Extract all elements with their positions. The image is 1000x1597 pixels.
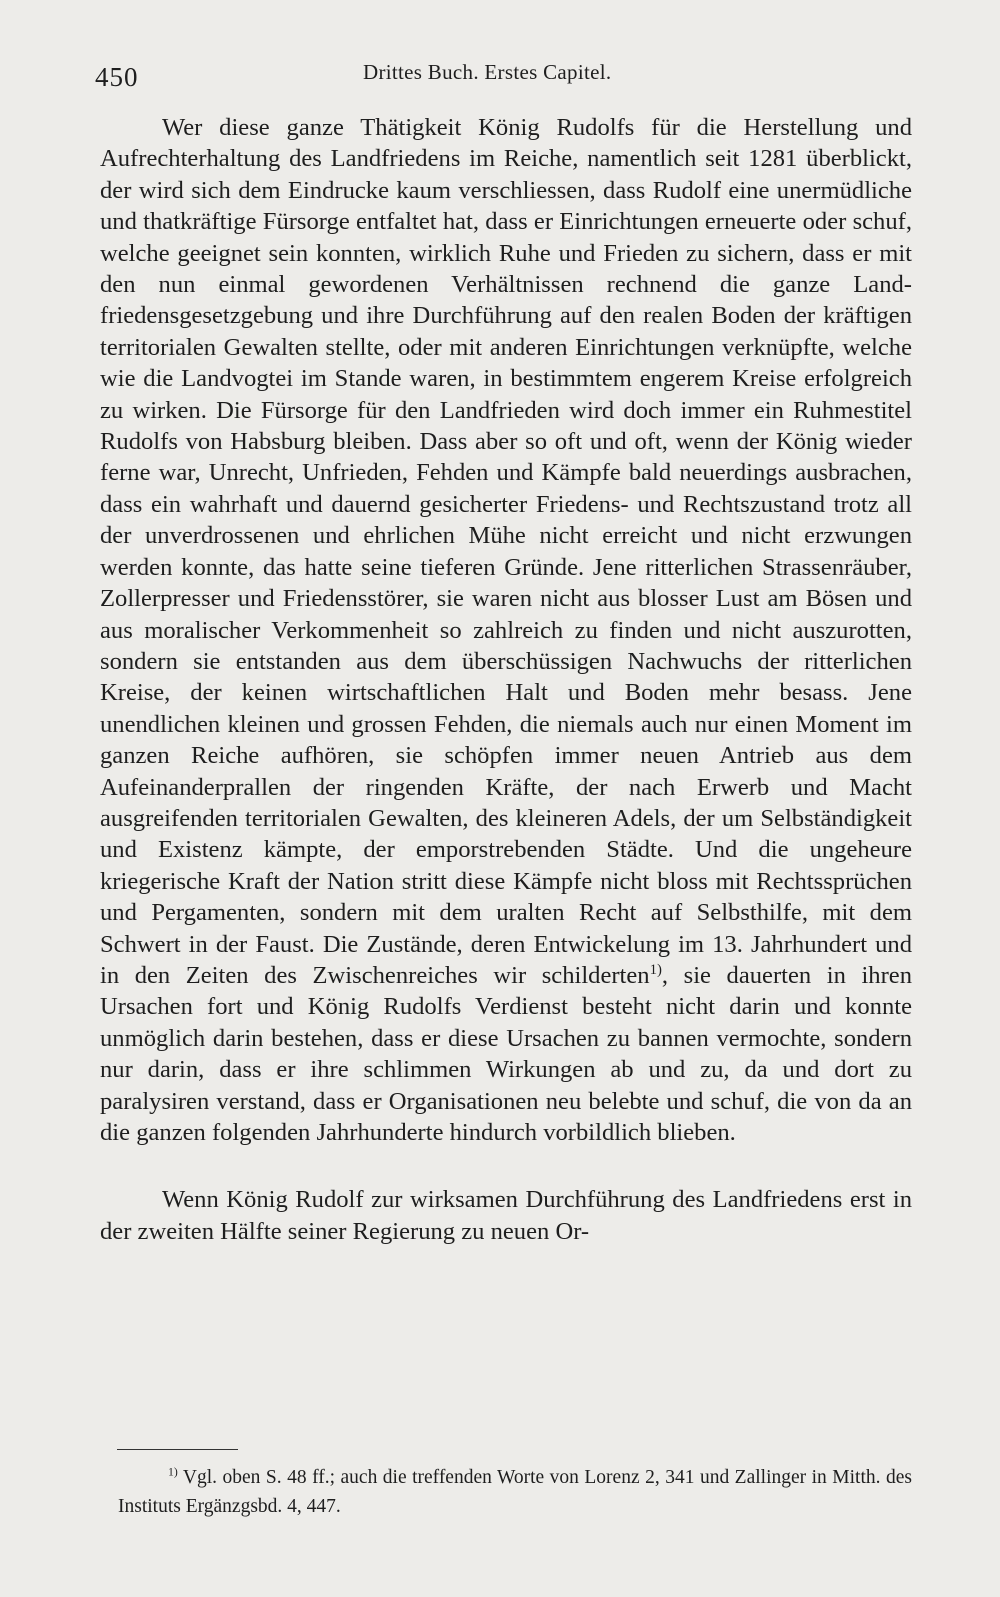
footnote-reference: 1) [649, 961, 662, 978]
page-header [95, 60, 910, 100]
footnote-text: Vgl. oben S. 48 ff.; auch die treffenden Worte von Lorenz 2, 341 und Zallinger in Mitth. des Instituts Ergänzgsbd. 4, 447. [118, 1467, 912, 1517]
paragraph-1 [100, 112, 912, 1148]
paragraph-gap [100, 1148, 912, 1184]
footnote-1 [118, 1463, 912, 1521]
footnote-divider [117, 1449, 238, 1450]
footnote-marker: 1) [168, 1465, 178, 1479]
page-number: 450 [95, 62, 139, 92]
paragraph-1-tail: , sie dauerten in ihren Ursachen fort und König Rudolfs Verdienst besteht nicht darin und konnte unmöglich darin bestehen, dass er diese Ursachen zu bannen vermochte, sondern nur darin, dass er ihre schlimmen Wirkungen ab und zu, da und dort zu paralysiren verstand, dass er Organisationen neu belebte und schuf, die von da an die ganzen folgenden Jahrhunderte hindurch vorbildlich blieben. [100, 961, 912, 1146]
main-text [100, 112, 912, 1247]
footnotes [118, 1463, 912, 1521]
paragraph-2: Wenn König Rudolf zur wirksamen Durchführung des Landfriedens erst in der zweiten Hälfte seiner Regierung zu neuen Or- [100, 1186, 912, 1245]
running-head: Drittes Buch. Erstes Capitel. [363, 60, 612, 84]
paragraph-1-text: Wer diese ganze Thätigkeit König Rudolfs für die Herstellung und Aufrechterhaltung des Landfriedens im Reiche, namentlich seit 1281 überblickt, der wird sich dem Eindrucke kaum verschliessen, dass Rudolf eine unermüdliche und thatkräftige Fürsorge entfaltet hat, dass er Einrichtungen erneuerte oder schuf, welche geeignet sein konnten, wirklich Ruhe und Frieden zu sichern, dass er mit den nun einmal gewordenen Verhältnissen rechnend die ganze Landfriedensgesetzgebung und ihre Durchführung auf den realen Boden der kräftigen territorialen Gewalten stellte, oder mit anderen Einrichtungen verknüpfte, welche wie die Landvogtei im Stande waren, in bestimmtem engerem Kreise erfolgreich zu wirken. Die Fürsorge für den Landfrieden wird doch immer ein Ruhmestitel Rudolfs von Habsburg bleiben. Dass aber so oft und oft, wenn der König wieder ferne war, Unrecht, Unfrieden, Fehden und Kämpfe bald neuerdings ausbrachen, dass ein wahrhaft und dauernd gesicherter Friedens- und Rechtszustand trotz all der unverdrossenen und ehrlichen Mühe nicht erreicht und nicht erzwungen werden konnte, das hatte seine tieferen Gründe. Jene ritterlichen Strassenräuber, Zollerpresser und Friedensstörer, sie waren nicht aus blosser Lust am Bösen und aus moralischer Verkommenheit so zahlreich zu finden und nicht auszurotten, sondern sie entstanden aus dem überschüssigen Nachwuchs der ritterlichen Kreise, der keinen wirtschaftlichen Halt und Boden mehr besass. Jene unendlichen kleinen und grossen Fehden, die niemals auch nur einen Moment im ganzen Reiche aufhören, sie schöpfen immer neuen Antrieb aus dem Aufeinanderprallen der ringenden Kräfte, der nach Erwerb und Macht ausgreifenden territorialen Gewalten, des kleineren Adels, der um Selbständigkeit und Existenz kämpte, der emporstrebenden Städte. Und die ungeheure kriegerische Kraft der Nation stritt diese Kämpfe nicht bloss mit Rechtssprüchen und Pergamenten, sondern mit dem uralten Recht auf Selbsthilfe, mit dem Schwert in der Faust. Die Zustände, deren Entwickelung im 13. Jahrhundert und in den Zeiten des Zwischenreiches wir schilderten [100, 114, 912, 989]
